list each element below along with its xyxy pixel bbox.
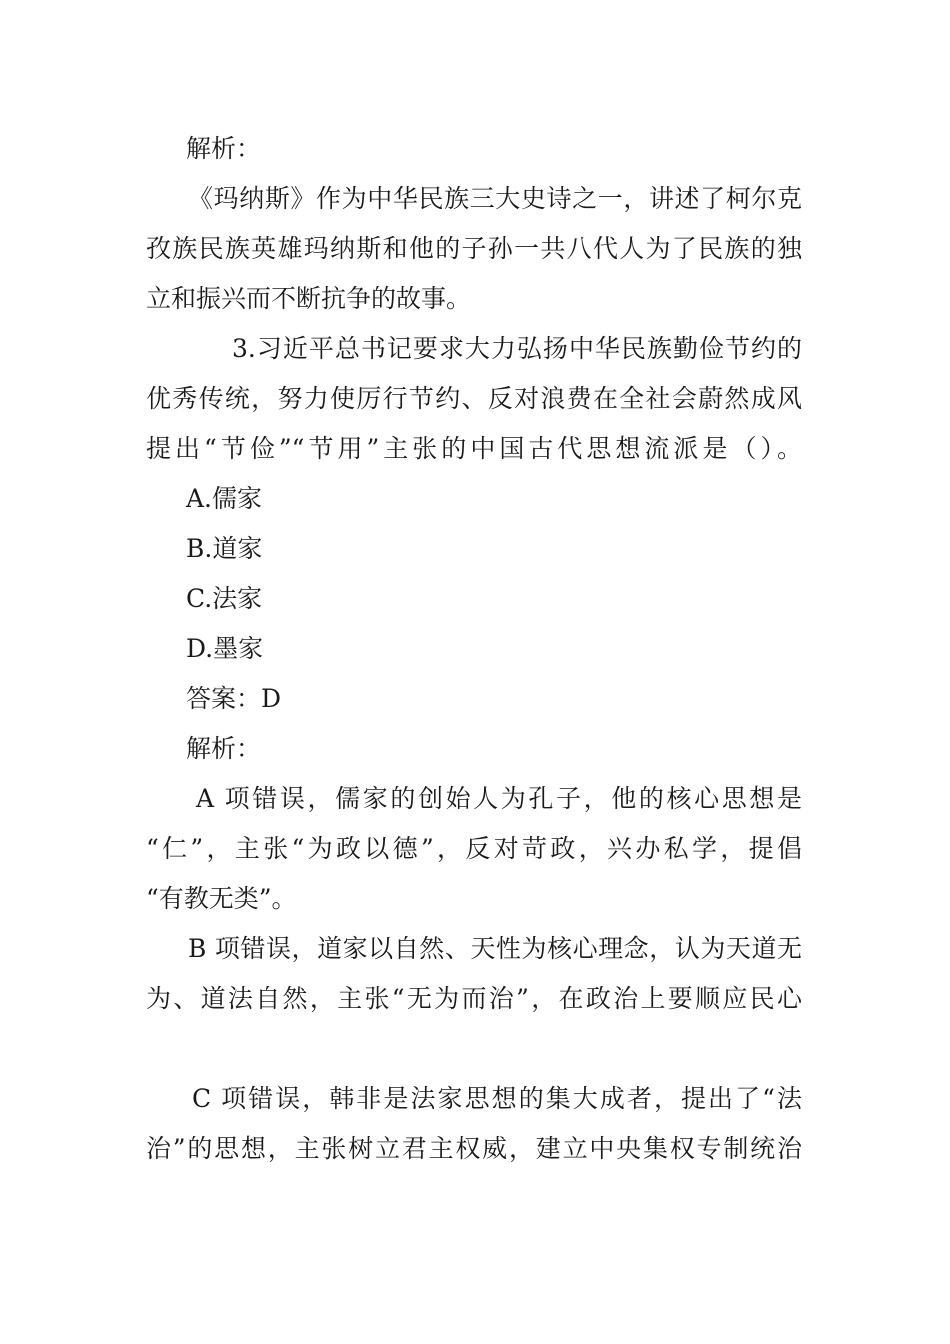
analysis-text-line: 孜族民族英雄玛纳斯和他的子孙一共八代人为了民族的独 [146, 234, 802, 263]
explanation-c-line: 治”的思想，主张树立君主权威，建立中央集权专制统治 [146, 1134, 802, 1163]
question-text-line: 优秀传统，努力使厉行节约、反对浪费在全社会蔚然成风 [146, 384, 802, 413]
question-text-line: 提出“节俭”“节用”主张的中国古代思想流派是（）。 [146, 434, 802, 463]
analysis-text-line: 《玛纳斯》作为中华民族三大史诗之一，讲述了柯尔克 [188, 184, 802, 213]
question-text-line: 3.习近平总书记要求大力弘扬中华民族勤俭节约的 [232, 334, 802, 363]
option-a: A.儒家 [186, 484, 263, 513]
explanation-a-line: “有教无类”。 [146, 884, 297, 913]
option-b: B.道家 [186, 534, 263, 563]
analysis-label: 解析： [186, 734, 262, 763]
explanation-a-line: “仁”，主张“为政以德”，反对苛政，兴办私学，提倡 [146, 834, 802, 863]
explanation-c-line: C 项错误，韩非是法家思想的集大成者，提出了“法 [192, 1084, 802, 1113]
option-d: D.墨家 [186, 634, 264, 663]
explanation-a-line: A 项错误，儒家的创始人为孔子，他的核心思想是 [196, 784, 802, 813]
explanation-b-line: 为、道法自然，主张“无为而治”，在政治上要顺应民心 [146, 984, 802, 1013]
answer-line: 答案：D [186, 684, 282, 713]
option-c: C.法家 [186, 584, 263, 613]
explanation-b-line: B 项错误，道家以自然、天性为核心理念，认为天道无 [188, 934, 802, 963]
analysis-label: 解析： [186, 134, 262, 163]
analysis-text-line: 立和振兴而不断抗争的故事。 [146, 284, 472, 313]
